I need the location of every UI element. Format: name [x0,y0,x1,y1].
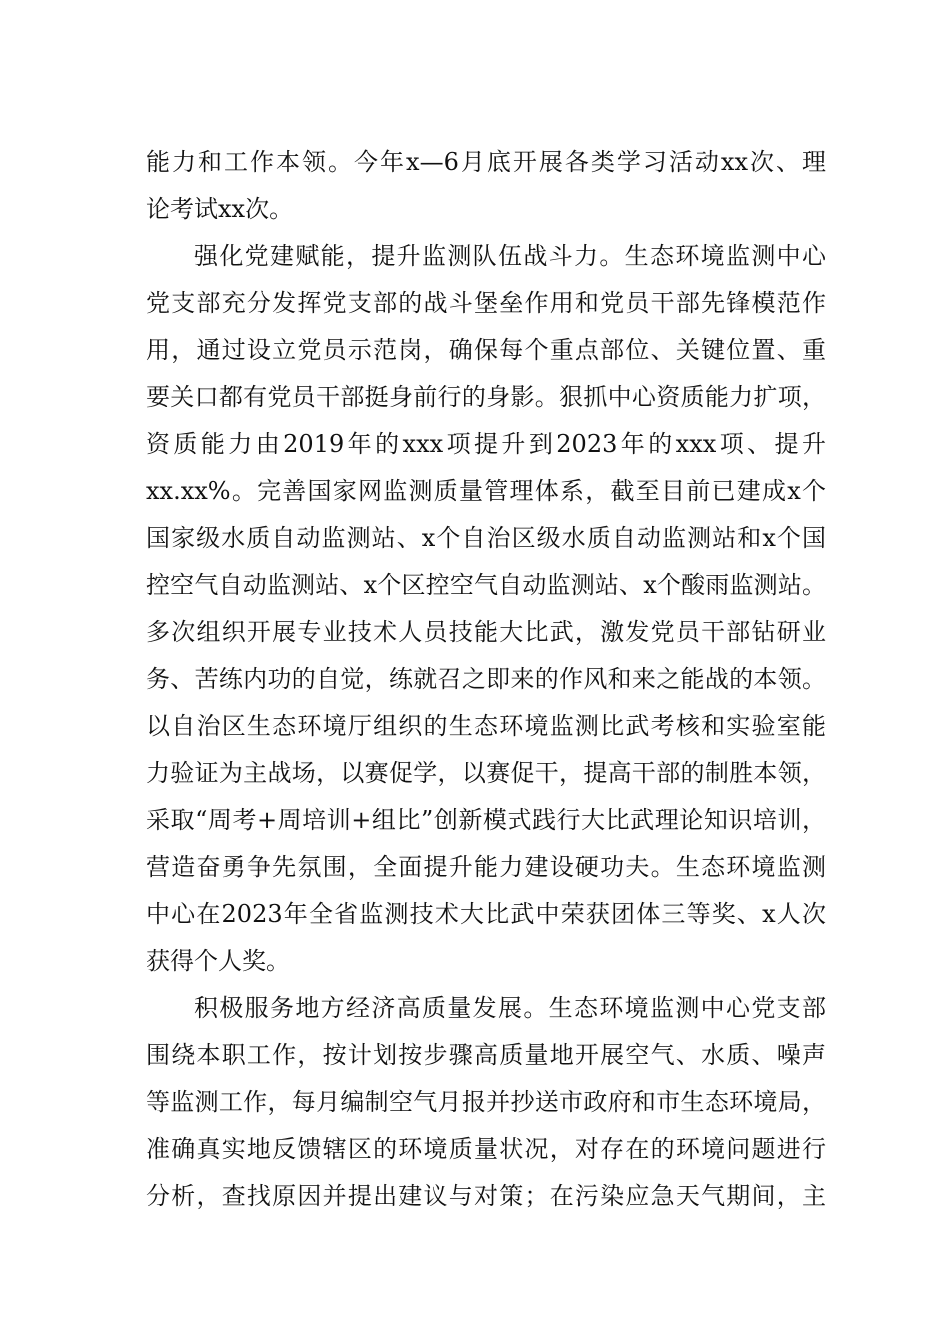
text-line: 要关口都有党员干部挺身前行的身影。狠抓中心资质能力扩项， [146,383,826,411]
text-line: 中心在2023年全省监测技术大比武中荣获团体三等奖、x人次 [146,900,826,928]
text-line: 务、苦练内功的自觉，练就召之即来的作风和来之能战的本领。 [146,665,826,693]
text-line: 准确真实地反馈辖区的环境质量状况，对存在的环境问题进行 [146,1135,826,1163]
text-line: 控空气自动监测站、x个区控空气自动监测站、x个酸雨监测站。 [146,571,826,599]
text-line: 党支部充分发挥党支部的战斗堡垒作用和党员干部先锋模范作 [146,289,826,317]
text-line: 能力和工作本领。今年x—6月底开展各类学习活动xx次、理 [146,148,826,176]
text-line: 论考试xx次。 [146,195,294,223]
text-line: 等监测工作，每月编制空气月报并抄送市政府和市生态环境局， [146,1088,826,1116]
text-line: 用，通过设立党员示范岗，确保每个重点部位、关键位置、重 [146,336,826,364]
text-line: 多次组织开展专业技术人员技能大比武，激发党员干部钻研业 [146,618,826,646]
text-line: 围绕本职工作，按计划按步骤高质量地开展空气、水质、噪声 [146,1041,826,1069]
paragraph-start-line: 积极服务地方经济高质量发展。生态环境监测中心党支部 [194,994,826,1022]
text-line: 营造奋勇争先氛围，全面提升能力建设硬功夫。生态环境监测 [146,853,826,881]
text-line: xx.xx%。完善国家网监测质量管理体系，截至目前已建成x个 [146,477,826,505]
text-line: 资质能力由2019年的xxx项提升到2023年的xxx项、提升 [146,430,826,458]
text-line: 采取“周考+周培训+组比”创新模式践行大比武理论知识培训， [146,806,826,834]
text-line: 获得个人奖。 [146,947,290,975]
text-line: 分析，查找原因并提出建议与对策；在污染应急天气期间，主 [146,1182,826,1210]
text-line: 国家级水质自动监测站、x个自治区级水质自动监测站和x个国 [146,524,826,552]
text-line: 以自治区生态环境厅组织的生态环境监测比武考核和实验室能 [146,712,826,740]
paragraph-start-line: 强化党建赋能，提升监测队伍战斗力。生态环境监测中心 [194,242,826,270]
text-line: 力验证为主战场，以赛促学，以赛促干，提高干部的制胜本领， [146,759,826,787]
